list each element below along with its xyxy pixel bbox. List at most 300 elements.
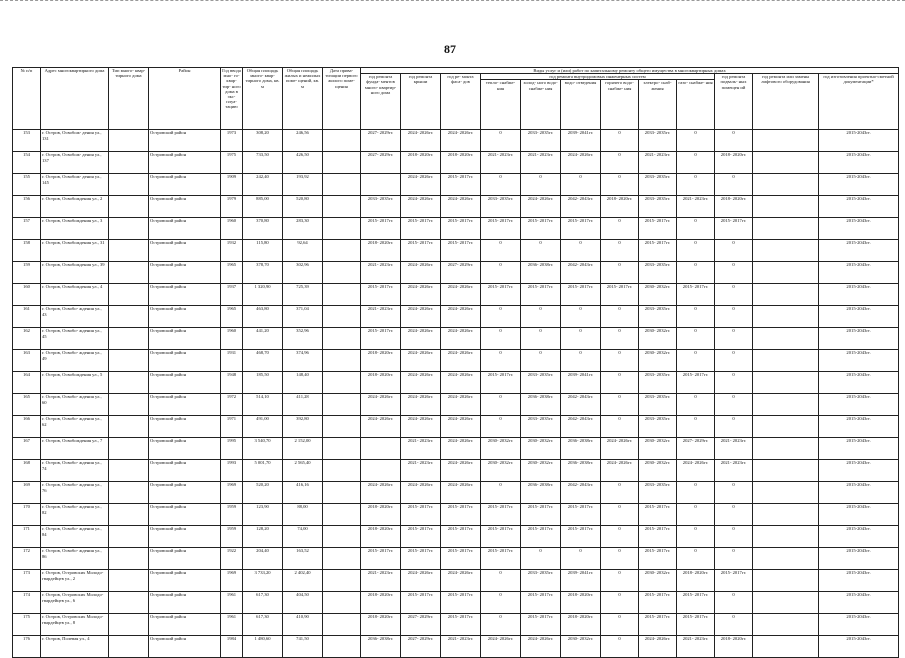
row-facade: 2021- 2023гг.	[441, 636, 481, 658]
row-design-docs: 2015-2043гг.	[819, 306, 899, 328]
row-address: г. Остров, Освобо- ждения ул., 49	[41, 350, 109, 372]
header-internal-systems: год ремонта внутридомовых инженерных систем	[481, 74, 715, 80]
row-district: Островский район	[149, 548, 221, 570]
row-hot-water: 0	[601, 592, 639, 614]
row-gas: 0	[677, 174, 715, 196]
header-year-built: Год ввода мно- го- квар- тир- ного дома в экс- плуа- тацию	[221, 68, 243, 130]
row-hot-water: 2015- 2017гг.	[601, 284, 639, 306]
row-design-docs: 2015-2043гг.	[819, 284, 899, 306]
row-roof: 2015- 2017гг.	[401, 548, 441, 570]
row-district: Островский район	[149, 592, 221, 614]
row-privatization-date	[323, 548, 361, 570]
row-type	[109, 262, 149, 284]
row-living-area: 741,50	[283, 636, 323, 658]
row-heat: 0	[481, 482, 521, 504]
row-district: Островский район	[149, 526, 221, 548]
row-type	[109, 570, 149, 592]
row-facade: 2024- 2026гг.	[441, 350, 481, 372]
row-electric: 2030- 2032гг.	[639, 328, 677, 350]
row-total-area: 468,70	[243, 350, 283, 372]
header-num: № п/п	[13, 68, 41, 130]
row-roof: 2024- 2026гг.	[401, 394, 441, 416]
row-sewer: 0	[561, 174, 601, 196]
row-roof: 2021- 2023гг.	[401, 460, 441, 482]
row-foundation	[361, 174, 401, 196]
table-row	[13, 240, 899, 262]
row-roof: 2024- 2026гг.	[401, 570, 441, 592]
row-type	[109, 438, 149, 460]
row-foundation: 2021- 2023гг.	[361, 306, 401, 328]
row-year-built: 1931	[221, 350, 243, 372]
table-row	[13, 306, 899, 328]
row-basement: 2015- 2017гг.	[715, 570, 753, 592]
row-district: Островский район	[149, 394, 221, 416]
row-privatization-date	[323, 284, 361, 306]
row-elevator	[753, 548, 819, 570]
row-living-area: 416,16	[283, 482, 323, 504]
row-type	[109, 328, 149, 350]
row-privatization-date	[323, 328, 361, 350]
row-basement: 0	[715, 592, 753, 614]
table-row	[13, 636, 899, 658]
row-privatization-date	[323, 394, 361, 416]
row-district: Островский район	[149, 350, 221, 372]
row-number: 170	[13, 504, 41, 526]
header-roof: год ремонта крыши	[401, 74, 441, 130]
row-type	[109, 526, 149, 548]
row-electric: 2015- 2017гг.	[639, 240, 677, 262]
row-gas: 2015- 2017гг.	[677, 614, 715, 636]
row-design-docs: 2015-2043гг.	[819, 438, 899, 460]
row-heat: 0	[481, 328, 521, 350]
row-basement: 2015- 2017гг.	[715, 218, 753, 240]
row-address: г. Остров, Освобождения ул., 39	[41, 262, 109, 284]
row-hot-water: 2024- 2026гг.	[601, 460, 639, 482]
row-privatization-date	[323, 460, 361, 482]
row-privatization-date	[323, 372, 361, 394]
row-privatization-date	[323, 306, 361, 328]
row-sewer: 0	[561, 240, 601, 262]
row-roof: 2024- 2026гг.	[401, 174, 441, 196]
row-cold-water: 2033- 2035гг.	[521, 372, 561, 394]
row-heat: 2030- 2032гг.	[481, 460, 521, 482]
row-design-docs: 2015-2043гг.	[819, 526, 899, 548]
row-total-area: 617,30	[243, 592, 283, 614]
row-total-area: 378,70	[243, 262, 283, 284]
row-foundation: 2018- 2020гг.	[361, 372, 401, 394]
header-design-docs: год изготовления проектно-сметной документации*	[819, 74, 899, 130]
row-heat: 0	[481, 394, 521, 416]
row-facade: 2015- 2017гг.	[441, 240, 481, 262]
table-row	[13, 262, 899, 284]
row-type	[109, 460, 149, 482]
row-gas: 2021- 2023гг.	[677, 196, 715, 218]
row-sewer: 2018- 2020гг.	[561, 614, 601, 636]
row-district: Островский район	[149, 152, 221, 174]
row-type	[109, 306, 149, 328]
row-sewer: 2015- 2017гг.	[561, 218, 601, 240]
header-total-area: Общая площадь много- квар- тирного дома, кв. м	[243, 68, 283, 130]
row-elevator	[753, 152, 819, 174]
row-foundation: 2027- 2029гг.	[361, 152, 401, 174]
row-hot-water: 0	[601, 240, 639, 262]
row-address: г. Остров, Освобо- ждения ул., 43	[41, 306, 109, 328]
row-foundation: 2018- 2020гг.	[361, 614, 401, 636]
row-address: г. Остров, Освобо- ждения ул., 62	[41, 416, 109, 438]
row-type	[109, 152, 149, 174]
table-row	[13, 614, 899, 636]
row-heat: 2015- 2017гг.	[481, 504, 521, 526]
row-roof: 2024- 2026гг.	[401, 350, 441, 372]
row-electric: 2030- 2032гг.	[639, 438, 677, 460]
row-number: 161	[13, 306, 41, 328]
row-address: г. Остров, Освобо- ждения ул., 84	[41, 526, 109, 548]
header-district: Район	[149, 68, 221, 130]
row-cold-water: 0	[521, 174, 561, 196]
row-total-area: 308,20	[243, 130, 283, 152]
row-address: г. Остров, Освобождения ул., 31	[41, 240, 109, 262]
row-year-built: 1960	[221, 328, 243, 350]
row-electric: 2033- 2035гг.	[639, 262, 677, 284]
row-number: 173	[13, 570, 41, 592]
row-roof: 2015- 2017гг.	[401, 504, 441, 526]
row-privatization-date	[323, 614, 361, 636]
row-cold-water: 2024- 2026гг.	[521, 636, 561, 658]
row-address: г. Остров, Освобождения ул., 2	[41, 196, 109, 218]
row-roof: 2024- 2026гг.	[401, 306, 441, 328]
row-sewer: 2042- 2043гг.	[561, 416, 601, 438]
row-privatization-date	[323, 416, 361, 438]
row-elevator	[753, 614, 819, 636]
row-cold-water: 2024- 2026гг.	[521, 196, 561, 218]
row-cold-water: 2033- 2035гг.	[521, 130, 561, 152]
row-year-built: 1995	[221, 438, 243, 460]
header-address: Адрес многоквартирного дома	[41, 68, 109, 130]
row-privatization-date	[323, 636, 361, 658]
row-design-docs: 2015-2043гг.	[819, 152, 899, 174]
row-type	[109, 196, 149, 218]
row-facade: 2024- 2026гг.	[441, 394, 481, 416]
table-row	[13, 196, 899, 218]
row-facade: 2024- 2026гг.	[441, 328, 481, 350]
row-address: г. Остров, Освобождения ул., 7	[41, 438, 109, 460]
row-facade: 2024- 2026гг.	[441, 130, 481, 152]
row-year-built: 1965	[221, 262, 243, 284]
row-foundation: 2024- 2026гг.	[361, 416, 401, 438]
row-hot-water: 0	[601, 548, 639, 570]
row-privatization-date	[323, 526, 361, 548]
row-total-area: 204,40	[243, 548, 283, 570]
row-basement: 0	[715, 416, 753, 438]
row-gas: 0	[677, 548, 715, 570]
row-elevator	[753, 350, 819, 372]
row-address: г. Остров, Освобо- ждения ул., 86	[41, 548, 109, 570]
row-living-area: 193,92	[283, 174, 323, 196]
row-facade: 2015- 2017гг.	[441, 218, 481, 240]
row-facade: 2024- 2026гг.	[441, 196, 481, 218]
row-cold-water: 2015- 2017гг.	[521, 526, 561, 548]
row-facade: 2024- 2026гг.	[441, 482, 481, 504]
table-row	[13, 592, 899, 614]
row-district: Островский район	[149, 328, 221, 350]
row-facade: 2024- 2026гг.	[441, 306, 481, 328]
row-elevator	[753, 416, 819, 438]
row-hot-water: 0	[601, 350, 639, 372]
row-hot-water: 0	[601, 372, 639, 394]
row-facade: 2024- 2026гг.	[441, 460, 481, 482]
row-elevator	[753, 262, 819, 284]
row-living-area: 426,50	[283, 152, 323, 174]
row-heat: 2030- 2032гг.	[481, 438, 521, 460]
register-body	[13, 130, 899, 658]
row-district: Островский район	[149, 196, 221, 218]
row-district: Островский район	[149, 174, 221, 196]
row-elevator	[753, 570, 819, 592]
row-district: Островский район	[149, 218, 221, 240]
row-total-area: 463,80	[243, 306, 283, 328]
row-gas: 2024- 2026гг.	[677, 460, 715, 482]
row-elevator	[753, 636, 819, 658]
row-living-area: 163,52	[283, 548, 323, 570]
row-heat: 2015- 2017гг.	[481, 284, 521, 306]
row-facade: 2024- 2026гг.	[441, 438, 481, 460]
row-sewer: 0	[561, 548, 601, 570]
table-row	[13, 504, 899, 526]
row-type	[109, 394, 149, 416]
row-year-built: 1969	[221, 570, 243, 592]
row-electric: 2033- 2035гг.	[639, 416, 677, 438]
row-living-area: 148,40	[283, 372, 323, 394]
row-gas: 0	[677, 240, 715, 262]
row-type	[109, 350, 149, 372]
row-basement: 0	[715, 328, 753, 350]
row-total-area: 185,50	[243, 372, 283, 394]
row-heat: 0	[481, 306, 521, 328]
row-total-area: 5 001,70	[243, 460, 283, 482]
row-district: Островский район	[149, 130, 221, 152]
row-total-area: 128,20	[243, 526, 283, 548]
header-basement: год ремонта подваль- ных помещен ий	[715, 74, 753, 130]
row-electric: 2015- 2017гг.	[639, 526, 677, 548]
row-facade: 2015- 2017гг.	[441, 526, 481, 548]
row-elevator	[753, 372, 819, 394]
row-hot-water: 0	[601, 482, 639, 504]
row-electric: 2033- 2035гг.	[639, 174, 677, 196]
row-electric: 2015- 2017гг.	[639, 614, 677, 636]
row-sewer: 2042- 2043гг.	[561, 196, 601, 218]
row-foundation: 2024- 2026гг.	[361, 482, 401, 504]
row-roof: 2027- 2029гг.	[401, 614, 441, 636]
table-row	[13, 284, 899, 306]
row-heat: 0	[481, 416, 521, 438]
row-living-area: 371,04	[283, 306, 323, 328]
row-number: 156	[13, 196, 41, 218]
row-foundation	[361, 460, 401, 482]
row-facade: 2015- 2017гг.	[441, 592, 481, 614]
row-sewer: 0	[561, 328, 601, 350]
row-heat: 0	[481, 174, 521, 196]
row-facade: 2024- 2026гг.	[441, 416, 481, 438]
row-sewer: 0	[561, 306, 601, 328]
row-number: 176	[13, 636, 41, 658]
row-number: 155	[13, 174, 41, 196]
row-district: Островский район	[149, 372, 221, 394]
row-roof: 2024- 2026гг.	[401, 262, 441, 284]
row-total-area: 520,20	[243, 482, 283, 504]
row-roof: 2015- 2017гг.	[401, 526, 441, 548]
row-facade: 2015- 2017гг.	[441, 614, 481, 636]
row-address: г. Остров, Островских Молодо- гвардейцев ул., 6	[41, 592, 109, 614]
row-heat: 2021- 2023гг.	[481, 152, 521, 174]
row-electric: 2030- 2032гг.	[639, 570, 677, 592]
row-total-area: 3 733,20	[243, 570, 283, 592]
row-electric: 2033- 2035гг.	[639, 394, 677, 416]
row-sewer: 2015- 2017гг.	[561, 504, 601, 526]
row-year-built: 1909	[221, 174, 243, 196]
row-sewer: 2018- 2020гг.	[561, 592, 601, 614]
row-privatization-date	[323, 350, 361, 372]
row-basement: 2021- 2023гг.	[715, 460, 753, 482]
row-gas: 2015- 2017гг.	[677, 372, 715, 394]
row-cold-water: 0	[521, 548, 561, 570]
row-living-area: 92,64	[283, 240, 323, 262]
row-foundation: 2015- 2017гг.	[361, 218, 401, 240]
row-number: 153	[13, 130, 41, 152]
row-basement: 2021- 2023гг.	[715, 438, 753, 460]
row-heat: 0	[481, 614, 521, 636]
row-address: г. Остров, Освобо- ждения ул., 60	[41, 394, 109, 416]
row-electric: 2033- 2035гг.	[639, 130, 677, 152]
row-foundation: 2018- 2020гг.	[361, 526, 401, 548]
row-type	[109, 548, 149, 570]
row-basement: 2018- 2020гг.	[715, 636, 753, 658]
row-privatization-date	[323, 570, 361, 592]
row-design-docs: 2015-2043гг.	[819, 262, 899, 284]
row-electric: 2015- 2017гг.	[639, 504, 677, 526]
row-roof: 2024- 2026гг.	[401, 328, 441, 350]
row-foundation: 2027- 2029гг.	[361, 130, 401, 152]
row-gas: 0	[677, 416, 715, 438]
row-elevator	[753, 174, 819, 196]
row-hot-water: 0	[601, 394, 639, 416]
row-total-area: 1 320,90	[243, 284, 283, 306]
row-basement: 0	[715, 284, 753, 306]
row-type	[109, 130, 149, 152]
row-district: Островский район	[149, 504, 221, 526]
row-basement: 0	[715, 174, 753, 196]
row-design-docs: 2015-2043гг.	[819, 174, 899, 196]
row-hot-water: 0	[601, 262, 639, 284]
row-year-built: 1979	[221, 196, 243, 218]
table-row	[13, 570, 899, 592]
row-privatization-date	[323, 240, 361, 262]
row-basement: 0	[715, 394, 753, 416]
row-electric: 2033- 2035гг.	[639, 372, 677, 394]
row-privatization-date	[323, 504, 361, 526]
row-gas: 0	[677, 350, 715, 372]
header-foundation: год ремонта фунда- ментов много- квартир- ного дома	[361, 74, 401, 130]
row-cold-water: 2033- 2035гг.	[521, 416, 561, 438]
row-living-area: 411,28	[283, 394, 323, 416]
table-row	[13, 174, 899, 196]
row-district: Островский район	[149, 262, 221, 284]
row-gas: 0	[677, 218, 715, 240]
row-number: 162	[13, 328, 41, 350]
row-foundation: 2018- 2020гг.	[361, 240, 401, 262]
row-address: г. Остров, Освобож- дения ул., 137	[41, 152, 109, 174]
row-sewer: 2036- 2038гг.	[561, 460, 601, 482]
row-electric: 2030- 2032гг.	[639, 284, 677, 306]
row-hot-water: 0	[601, 416, 639, 438]
row-electric: 2015- 2017гг.	[639, 592, 677, 614]
row-design-docs: 2015-2043гг.	[819, 328, 899, 350]
table-row	[13, 218, 899, 240]
row-gas: 2021- 2023гг.	[677, 636, 715, 658]
row-living-area: 520,80	[283, 196, 323, 218]
row-district: Островский район	[149, 240, 221, 262]
row-foundation: 2015- 2017гг.	[361, 548, 401, 570]
row-number: 163	[13, 350, 41, 372]
row-hot-water: 0	[601, 570, 639, 592]
row-hot-water: 0	[601, 504, 639, 526]
row-privatization-date	[323, 130, 361, 152]
row-facade: 2018- 2020гг.	[441, 152, 481, 174]
header-type: Тип много- квар- тирного дома	[109, 68, 149, 130]
row-year-built: 1932	[221, 240, 243, 262]
row-design-docs: 2015-2043гг.	[819, 570, 899, 592]
row-foundation: 2021- 2023гг.	[361, 570, 401, 592]
row-district: Островский район	[149, 570, 221, 592]
row-district: Островский район	[149, 284, 221, 306]
row-hot-water: 2018- 2020гг.	[601, 196, 639, 218]
row-year-built: 1984	[221, 636, 243, 658]
row-type	[109, 614, 149, 636]
row-year-built: 1948	[221, 372, 243, 394]
row-sewer: 2015- 2017гг.	[561, 284, 601, 306]
row-gas: 0	[677, 262, 715, 284]
row-elevator	[753, 394, 819, 416]
row-number: 166	[13, 416, 41, 438]
table-row	[13, 526, 899, 548]
row-facade: 2015- 2017гг.	[441, 548, 481, 570]
row-total-area: 115,80	[243, 240, 283, 262]
row-heat: 0	[481, 350, 521, 372]
row-sewer: 2024- 2026гг.	[561, 152, 601, 174]
row-heat: 0	[481, 240, 521, 262]
row-year-built: 1971	[221, 416, 243, 438]
row-district: Островский район	[149, 614, 221, 636]
row-foundation: 2021- 2023гг.	[361, 262, 401, 284]
row-gas: 0	[677, 526, 715, 548]
row-elevator	[753, 218, 819, 240]
row-total-area: 123,90	[243, 504, 283, 526]
row-total-area: 242,40	[243, 174, 283, 196]
row-basement: 2018- 2020гг.	[715, 196, 753, 218]
row-heat: 0	[481, 262, 521, 284]
row-design-docs: 2015-2043гг.	[819, 504, 899, 526]
row-living-area: 410,90	[283, 614, 323, 636]
row-basement: 0	[715, 350, 753, 372]
row-district: Островский район	[149, 460, 221, 482]
row-electric: 2024- 2026гг.	[639, 636, 677, 658]
row-hot-water: 0	[601, 636, 639, 658]
row-privatization-date	[323, 482, 361, 504]
header-facade: год ре- монта фаса- дов	[441, 74, 481, 130]
row-living-area: 283,30	[283, 218, 323, 240]
row-foundation: 2018- 2020гг.	[361, 504, 401, 526]
row-design-docs: 2015-2043гг.	[819, 372, 899, 394]
row-electric: 2033- 2035гг.	[639, 306, 677, 328]
